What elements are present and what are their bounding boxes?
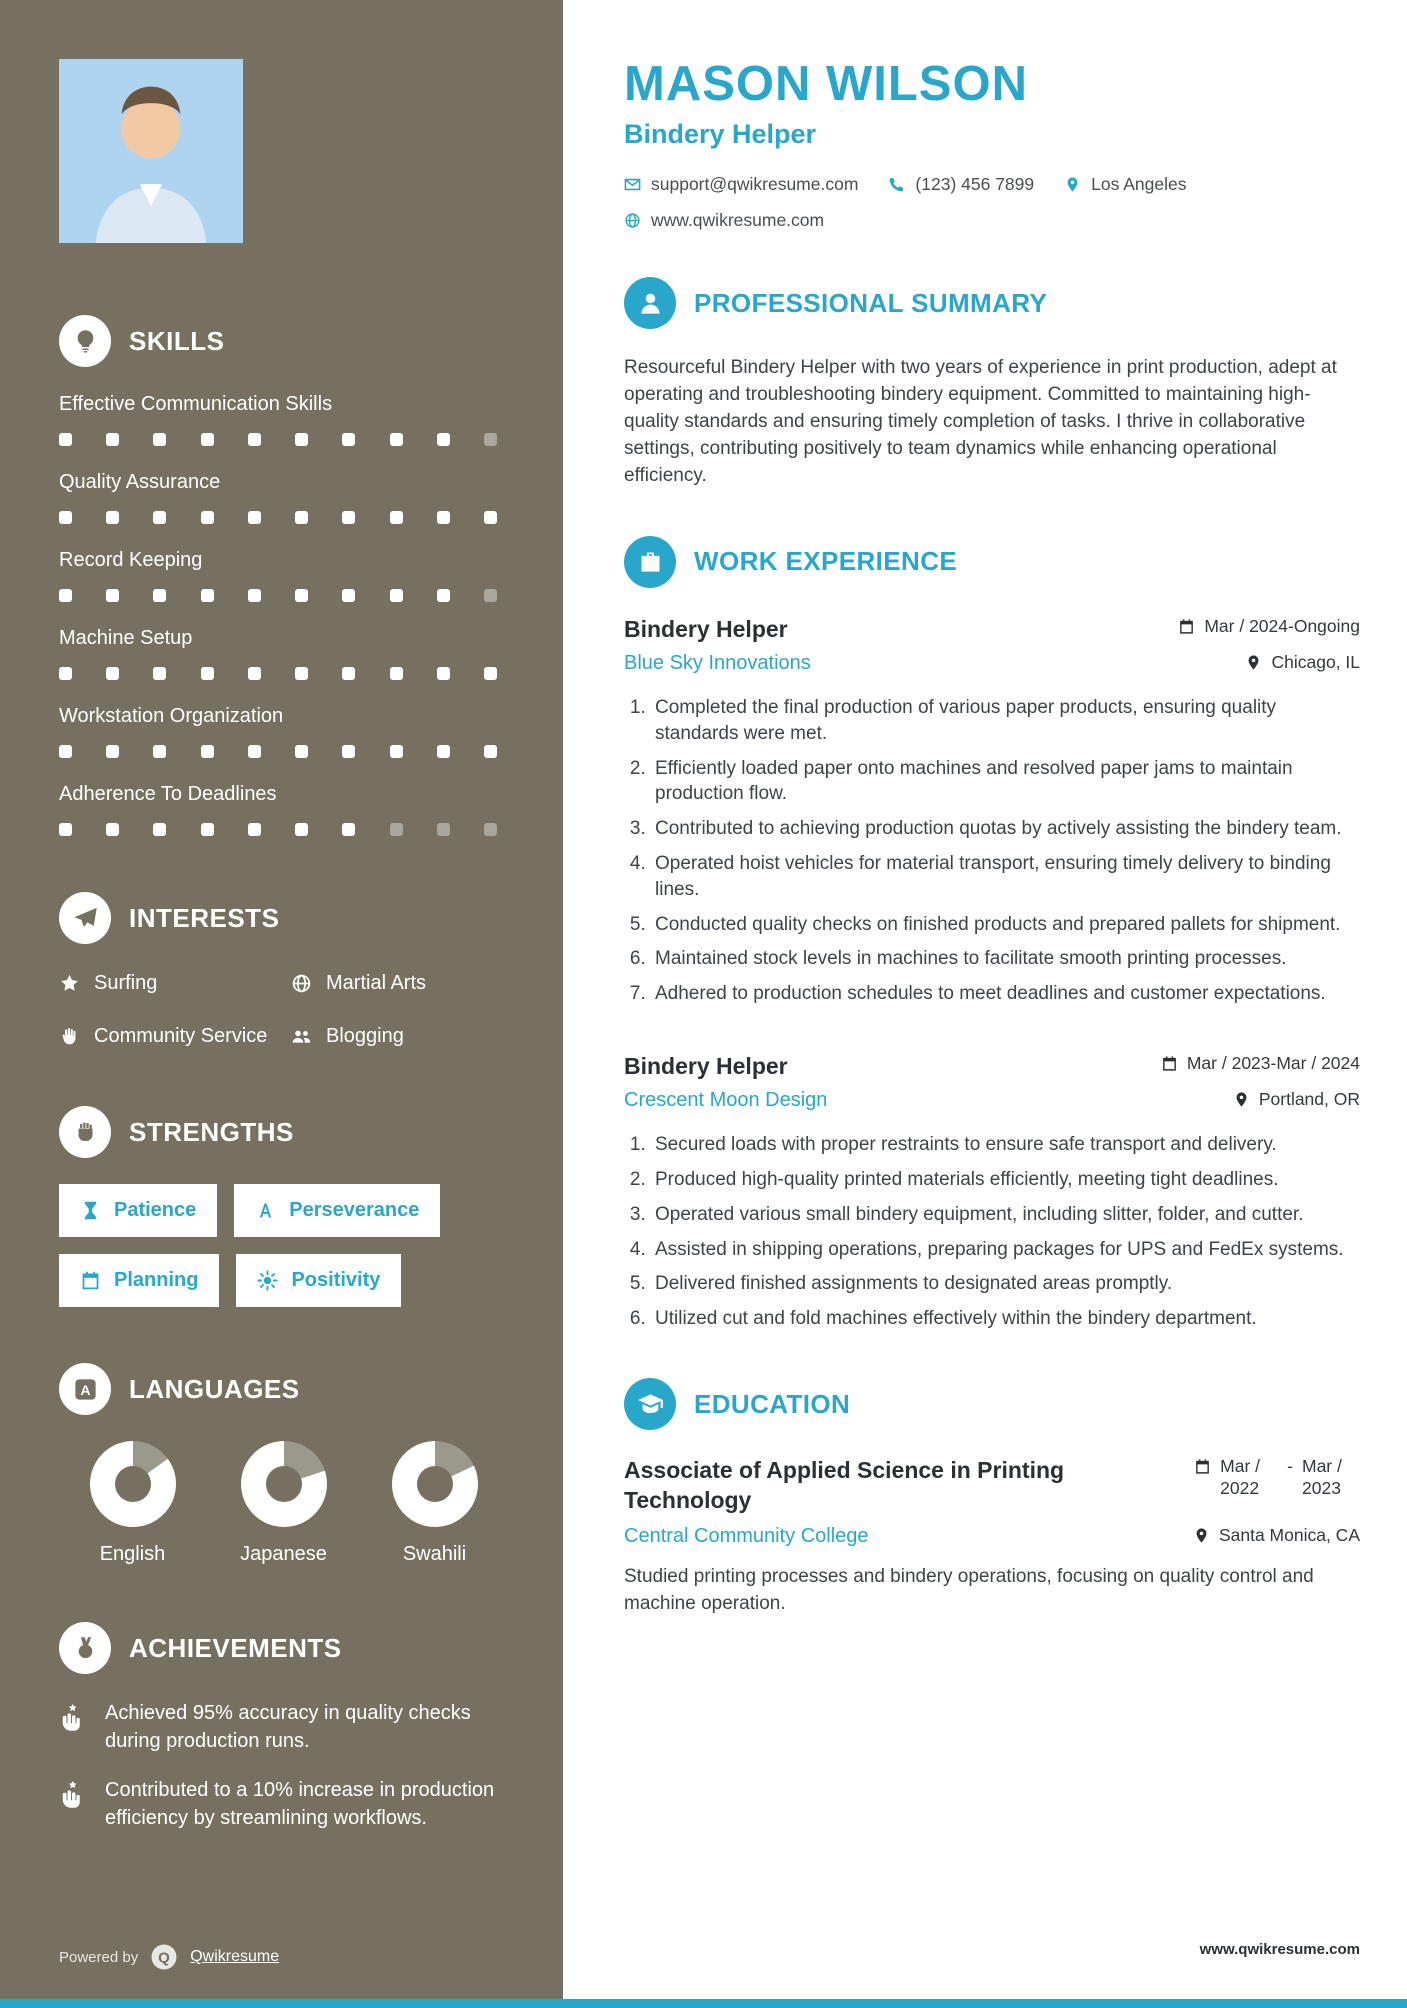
strength-label: Positivity (291, 1269, 381, 1291)
strengths-heading: STRENGTHS (129, 1116, 294, 1147)
rating-square (59, 589, 72, 602)
experience-bullet: 2. Produced high-quality printed materials efficiently, meeting tight deadlines. (651, 1167, 1360, 1193)
strength-label: Patience (114, 1199, 197, 1221)
rating-square (201, 823, 214, 836)
achievement-icon (59, 1779, 89, 1809)
calendar-icon (80, 1270, 101, 1291)
hand-icon (59, 1026, 80, 1047)
achievement-item (59, 1777, 515, 1832)
language-donut-chart (241, 1441, 327, 1527)
education-location (1193, 1525, 1360, 1546)
rating-square (106, 667, 119, 680)
experience-bullet: 1. Secured loads with proper restraints to ensure safe transport and delivery. (651, 1132, 1360, 1158)
calendar-icon (1161, 1055, 1178, 1072)
qwikresume-brand-link[interactable]: Qwikresume (190, 1948, 280, 1966)
rating-square (106, 745, 119, 758)
language-item (361, 1441, 508, 1566)
briefcase-icon (624, 536, 676, 588)
skill-rating (59, 823, 497, 836)
star-icon (59, 973, 80, 994)
translate-icon (59, 1363, 111, 1415)
rating-square (390, 433, 403, 446)
rating-square (59, 667, 72, 680)
envelope-icon (624, 176, 641, 193)
skill-item (59, 627, 515, 680)
skill-label: Effective Communication Skills (59, 393, 333, 415)
strength-label: Planning (114, 1269, 199, 1291)
achievement-text: Contributed to a 10% increase in production efficiency by streamlining workflows. (105, 1779, 495, 1829)
rating-square (106, 823, 119, 836)
achievement-item (59, 1700, 515, 1755)
skill-rating (59, 433, 497, 446)
users-icon (291, 1026, 312, 1047)
language-label: Japanese (240, 1543, 327, 1565)
rating-square (153, 667, 166, 680)
rating-square (59, 433, 72, 446)
skills-section (59, 315, 515, 836)
rating-square (342, 823, 355, 836)
education-location-text: Santa Monica, CA (1218, 1524, 1360, 1545)
phone-icon (888, 176, 905, 193)
experience-bullet: 3. Contributed to achieving production quotas by actively assisting the bindery team. (651, 816, 1360, 842)
rating-square (437, 823, 450, 836)
website-link[interactable] (624, 210, 824, 231)
phone-link[interactable] (888, 174, 1034, 195)
rating-square (248, 511, 261, 524)
job2-company-row (624, 1089, 1360, 1112)
summary-text: Resourceful Bindery Helper with two years of experience in print production, adept at operating and troubleshooting bindery equipment. Committed to maintaining high-quality standards and ensuring timely completion of tasks. I thrive in collaborative settings, contributing positively to team dynamics while enhancing operational efficiency. (624, 357, 1337, 486)
experience-section (624, 536, 1360, 1332)
rating-square (390, 511, 403, 524)
rating-square (437, 667, 450, 680)
sidebar (0, 0, 563, 2008)
candidate-name: MASON WILSON (624, 57, 1028, 111)
experience-heading: WORK EXPERIENCE (694, 546, 958, 577)
interest-label: Martial Arts (326, 972, 427, 994)
rating-square (484, 433, 497, 446)
skill-item (59, 783, 515, 836)
education-section (624, 1378, 1360, 1618)
strength-badge (59, 1184, 217, 1237)
sun-icon (257, 1270, 278, 1291)
achievements-heading-row (59, 1622, 515, 1674)
rating-square (295, 745, 308, 758)
person-icon (624, 277, 676, 329)
interest-item (59, 1023, 281, 1050)
medal-icon (59, 1622, 111, 1674)
rating-square (201, 745, 214, 758)
education-date-end: Mar / 2023 (1302, 1456, 1342, 1498)
skill-item (59, 705, 515, 758)
paper-plane-icon (59, 892, 111, 944)
interest-label: Surfing (94, 972, 158, 994)
achievements-heading: ACHIEVEMENTS (129, 1632, 342, 1663)
job1-dates-text: Mar / 2024-Ongoing (1204, 615, 1360, 636)
rating-square (295, 823, 308, 836)
powered-by-label: Powered by (59, 1948, 139, 1966)
rating-square (248, 823, 261, 836)
rating-square (390, 667, 403, 680)
contact-row-1 (624, 174, 1360, 195)
achievements-section (59, 1622, 515, 1832)
rating-square (342, 667, 355, 680)
rating-square (342, 745, 355, 758)
language-label: Swahili (402, 1543, 467, 1565)
rating-square (59, 823, 72, 836)
skill-rating (59, 745, 497, 758)
rating-square (153, 589, 166, 602)
job2-dates (1161, 1053, 1360, 1074)
experience-bullet: 6. Maintained stock levels in machines to facilitate smooth printing processes. (651, 946, 1360, 972)
experience-bullet: 3. Operated various small bindery equipment, including slitter, folder, and cutter. (651, 1202, 1360, 1228)
summary-heading: PROFESSIONAL SUMMARY (694, 287, 1048, 318)
rating-square (201, 511, 214, 524)
skill-rating (59, 511, 497, 524)
job-entry-1 (624, 616, 1360, 1007)
rating-square (201, 589, 214, 602)
rating-square (106, 433, 119, 446)
email-link[interactable] (624, 174, 858, 195)
job1-header (624, 616, 1360, 643)
skills-heading-row (59, 315, 515, 367)
languages-list (59, 1441, 515, 1566)
languages-section (59, 1363, 515, 1566)
website-text: www.qwikresume.com (651, 210, 825, 230)
strengths-heading-row (59, 1106, 515, 1158)
rating-square (437, 589, 450, 602)
interests-heading: INTERESTS (129, 902, 280, 933)
education-header (624, 1456, 1360, 1516)
job2-header (624, 1053, 1360, 1080)
skill-rating (59, 667, 497, 680)
rating-square (390, 745, 403, 758)
achievements-list (59, 1700, 515, 1832)
strength-badge (234, 1184, 440, 1237)
pin-icon (1245, 654, 1262, 671)
rating-square (484, 667, 497, 680)
languages-heading-row (59, 1363, 515, 1415)
job2-title: Bindery Helper (624, 1053, 788, 1080)
globe-icon (624, 212, 641, 229)
job1-bullet-list (624, 695, 1360, 1007)
job1-company: Blue Sky Innovations (624, 651, 811, 674)
skill-rating (59, 589, 497, 602)
education-heading-row (624, 1378, 1360, 1430)
skill-label: Machine Setup (59, 627, 193, 649)
rating-square (484, 745, 497, 758)
strength-label: Perseverance (289, 1199, 420, 1221)
education-heading: EDUCATION (694, 1388, 851, 1419)
main-content (563, 0, 1407, 2008)
rating-square (484, 589, 497, 602)
job1-location (1245, 652, 1360, 673)
job2-bullet-list (624, 1132, 1360, 1332)
skill-label: Workstation Organization (59, 705, 284, 727)
language-donut-chart (392, 1441, 478, 1527)
pin-icon (1193, 1527, 1210, 1544)
rating-square (295, 433, 308, 446)
interest-item (291, 1023, 515, 1050)
interests-section (59, 892, 515, 1050)
sidebar-footer (59, 1942, 279, 1972)
lightbulb-icon (59, 315, 111, 367)
skill-label: Adherence To Deadlines (59, 783, 277, 805)
job1-dates (1178, 616, 1360, 637)
job2-dates-text: Mar / 2023-Mar / 2024 (1186, 1053, 1360, 1074)
education-description: Studied printing processes and bindery operations, focusing on quality control and machine operation. (624, 1565, 1314, 1614)
rating-square (153, 433, 166, 446)
experience-bullet: 1. Completed the final production of various paper products, ensuring quality standards were met. (651, 695, 1360, 747)
rating-square (153, 823, 166, 836)
email-text: support@qwikresume.com (651, 174, 859, 194)
strength-badge (59, 1254, 219, 1307)
rating-square (248, 745, 261, 758)
rating-square (59, 511, 72, 524)
candidate-role: Bindery Helper (624, 119, 817, 149)
rating-square (153, 745, 166, 758)
interest-item (59, 970, 281, 997)
school-name: Central Community College (624, 1524, 869, 1547)
job2-company: Crescent Moon Design (624, 1089, 828, 1112)
languages-heading: LANGUAGES (129, 1373, 300, 1404)
skill-item (59, 471, 515, 524)
rating-square (295, 667, 308, 680)
calendar-icon (1178, 618, 1195, 635)
rating-square (106, 589, 119, 602)
job1-title: Bindery Helper (624, 615, 788, 642)
rating-square (295, 589, 308, 602)
profile-photo-illustration (59, 59, 243, 243)
job2-location (1233, 1089, 1360, 1110)
rating-square (248, 433, 261, 446)
interest-label: Community Service (94, 1025, 268, 1047)
experience-bullet: 2. Efficiently loaded paper onto machines and resolved paper jams to maintain production flow. (651, 756, 1360, 808)
skills-list (59, 393, 515, 836)
skill-label: Quality Assurance (59, 471, 221, 493)
rating-square (59, 745, 72, 758)
experience-heading-row (624, 536, 1360, 588)
calendar-icon (1194, 1458, 1211, 1475)
summary-section (624, 277, 1360, 490)
skill-item (59, 549, 515, 602)
rating-square (390, 589, 403, 602)
experience-bullet: 4. Assisted in shipping operations, preparing packages for UPS and FedEx systems. (651, 1237, 1360, 1263)
rating-square (342, 511, 355, 524)
skill-label: Record Keeping (59, 549, 203, 571)
qwikresume-logo-icon (149, 1942, 179, 1972)
rating-square (106, 511, 119, 524)
rating-square (248, 667, 261, 680)
experience-bullet: 6. Utilized cut and fold machines effectively within the bindery department. (651, 1306, 1360, 1332)
interests-list (59, 970, 515, 1050)
font-icon (255, 1200, 276, 1221)
job2-location-text: Portland, OR (1258, 1089, 1360, 1110)
rating-square (484, 823, 497, 836)
fist-icon (59, 1106, 111, 1158)
language-label: English (99, 1543, 166, 1565)
experience-bullet: 5. Delivered finished assignments to designated areas promptly. (651, 1271, 1360, 1297)
footer-website: www.qwikresume.com (1199, 1941, 1360, 1959)
rating-square (484, 511, 497, 524)
rating-square (342, 433, 355, 446)
summary-heading-row (624, 277, 1360, 329)
achievement-icon (59, 1702, 89, 1732)
pin-icon (1064, 176, 1081, 193)
experience-bullet: 7. Adhered to production schedules to meet deadlines and customer expectations. (651, 981, 1360, 1007)
location-item (1064, 174, 1186, 195)
skills-heading: SKILLS (129, 325, 225, 356)
pin-icon (1233, 1091, 1250, 1108)
rating-square (295, 511, 308, 524)
strength-badge (236, 1254, 401, 1307)
gradcap-icon (624, 1378, 676, 1430)
education-school-row (624, 1525, 1360, 1548)
experience-bullet: 4. Operated hoist vehicles for material transport, ensuring timely delivery to binding lines. (651, 851, 1360, 903)
rating-square (390, 823, 403, 836)
rating-square (437, 745, 450, 758)
education-dates (1194, 1456, 1360, 1500)
interest-label: Blogging (326, 1025, 404, 1047)
job-entry-2 (624, 1053, 1360, 1332)
rating-square (201, 433, 214, 446)
phone-text: (123) 456 7899 (915, 174, 1035, 194)
bottom-accent-bar (0, 1999, 1407, 2008)
language-item (210, 1441, 357, 1566)
skill-item (59, 393, 515, 446)
rating-square (437, 433, 450, 446)
job1-company-row (624, 652, 1360, 675)
rating-square (248, 589, 261, 602)
job1-location-text: Chicago, IL (1271, 651, 1360, 672)
interest-item (291, 970, 515, 997)
rating-square (437, 511, 450, 524)
rating-square (342, 589, 355, 602)
hourglass-icon (80, 1200, 101, 1221)
rating-square (201, 667, 214, 680)
education-dates-separator: - (1287, 1456, 1293, 1477)
location-text: Los Angeles (1091, 174, 1187, 194)
rating-square (153, 511, 166, 524)
experience-bullet: 5. Conducted quality checks on finished products and prepared pallets for shipment. (651, 912, 1360, 938)
globe-icon (291, 973, 312, 994)
language-item (59, 1441, 206, 1566)
education-date-start: Mar / 2022 (1220, 1456, 1261, 1498)
degree-title: Associate of Applied Science in Printing Technology (624, 1457, 1065, 1513)
language-donut-chart (90, 1441, 176, 1527)
strengths-section (59, 1106, 515, 1307)
profile-photo (59, 59, 243, 243)
contact-row-2 (624, 210, 1360, 231)
strengths-list (59, 1184, 515, 1307)
achievement-text: Achieved 95% accuracy in quality checks during production runs. (105, 1702, 471, 1752)
interests-heading-row (59, 892, 515, 944)
